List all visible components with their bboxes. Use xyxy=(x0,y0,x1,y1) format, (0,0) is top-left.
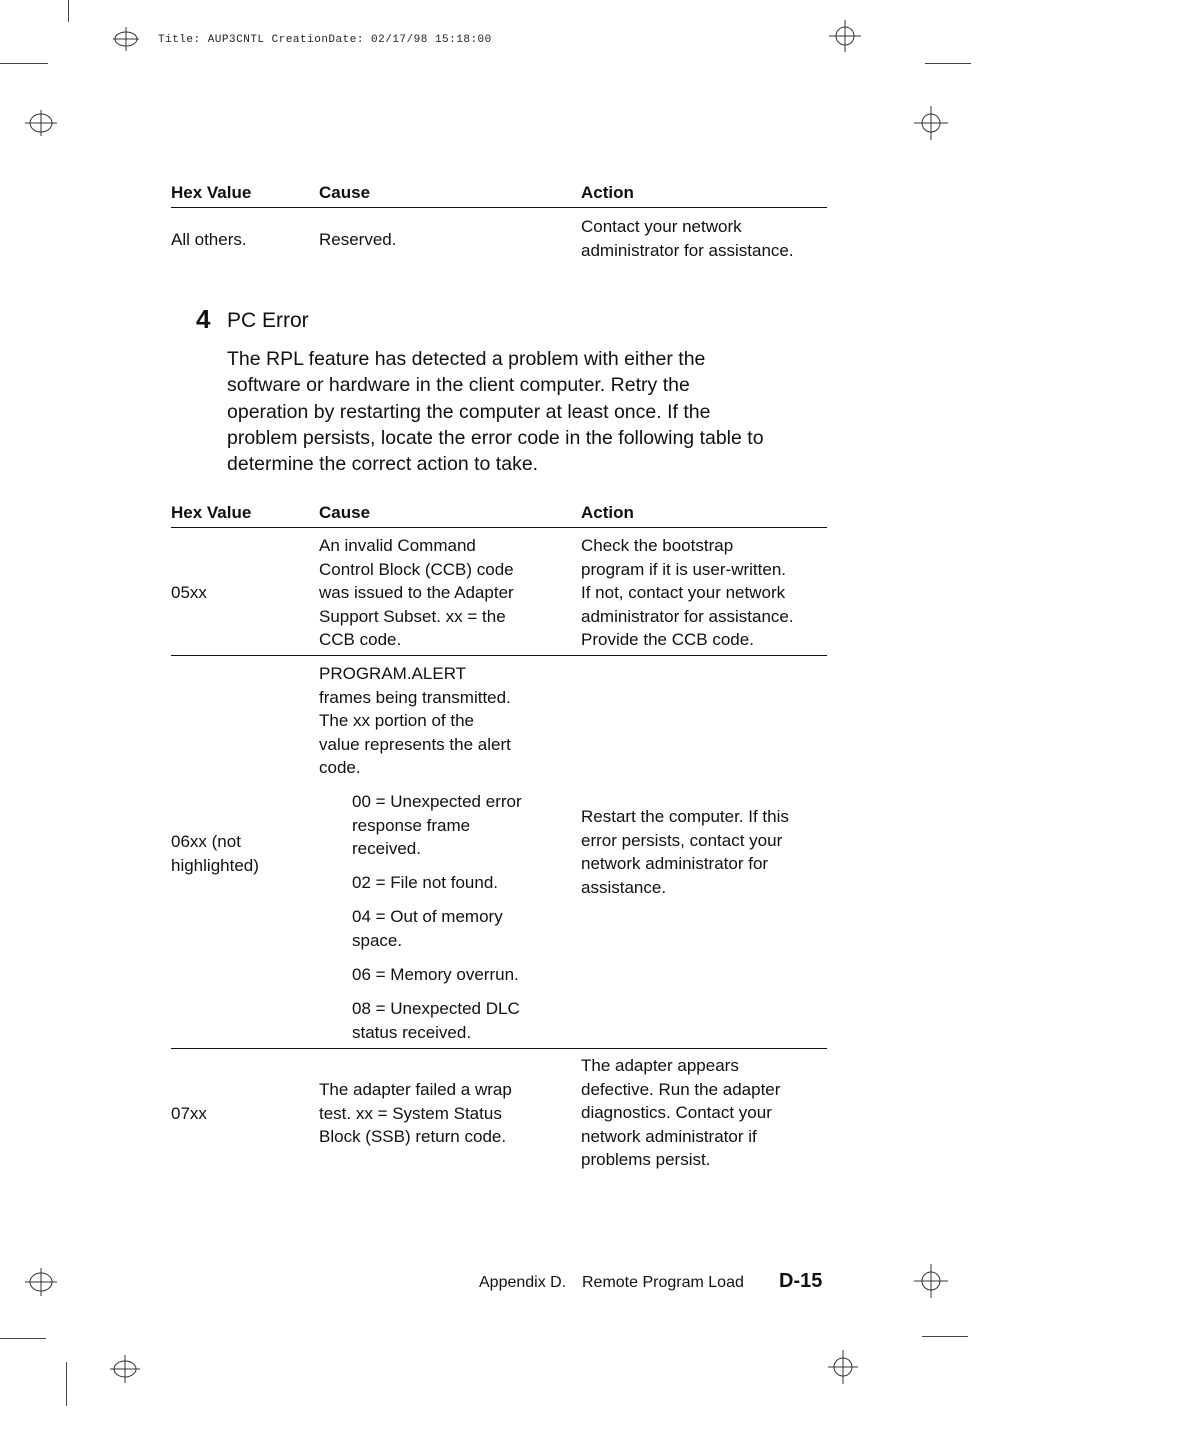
section-title: PC Error xyxy=(227,309,309,332)
registration-mark-icon xyxy=(113,27,139,51)
table-row-rule xyxy=(171,655,827,656)
alert-code-04: 04 = Out of memory space. xyxy=(352,907,503,950)
print-slug: Title: AUP3CNTL CreationDate: 02/17/98 15:18:00 xyxy=(158,34,492,46)
crop-mark xyxy=(68,0,69,22)
registration-mark-icon xyxy=(828,1350,858,1384)
registration-mark-icon xyxy=(914,106,948,140)
footer-title: Remote Program Load xyxy=(582,1274,744,1291)
table-header-action: Action xyxy=(581,183,634,202)
section-paragraph: The RPL feature has detected a problem with either the software or hardware in the client computer. Retry the operation by restarting the computer at least once. If the problem persists, locate the error code in the following table to determine the correct action to take. xyxy=(227,348,764,476)
registration-mark-icon xyxy=(25,1268,57,1296)
table-row-rule xyxy=(171,1048,827,1049)
table-cell-hex: 06xx (not highlighted) xyxy=(171,832,259,875)
table-cell-action: Check the bootstrap program if it is user-written. If not, contact your network administrator for assistance. Provide the CCB code. xyxy=(581,536,794,650)
registration-mark-icon xyxy=(110,1355,140,1383)
crop-mark xyxy=(922,1336,968,1337)
table-cell-cause: An invalid Command Control Block (CCB) code was issued to the Adapter Support Subset. xx = the CCB code. xyxy=(319,536,514,650)
table-header-hex: Hex Value xyxy=(171,503,252,522)
table-header-cause: Cause xyxy=(319,503,371,522)
crop-mark xyxy=(0,1338,46,1339)
table-header-hex: Hex Value xyxy=(171,183,252,202)
registration-mark-icon xyxy=(25,110,57,136)
alert-code-08: 08 = Unexpected DLC status received. xyxy=(352,999,520,1042)
table-cell-cause: Reserved. xyxy=(319,230,397,249)
footer-appendix: Appendix D. xyxy=(479,1274,567,1291)
alert-code-00: 00 = Unexpected error response frame received. xyxy=(352,792,522,859)
crop-mark xyxy=(66,1362,67,1406)
alert-code-02: 02 = File not found. xyxy=(352,873,499,892)
table-cell-cause: PROGRAM.ALERT frames being transmitted. The xx portion of the value represents the alert code. xyxy=(319,664,511,778)
crop-mark xyxy=(925,63,971,64)
table-cell-hex: All others. xyxy=(171,230,247,249)
table-header-action: Action xyxy=(581,503,634,522)
table-cell-hex: 05xx xyxy=(171,583,207,602)
registration-mark-icon xyxy=(829,20,861,52)
section-number: 4 xyxy=(196,304,211,334)
alert-code-06: 06 = Memory overrun. xyxy=(352,965,519,984)
table-cell-cause: The adapter failed a wrap test. xx = System Status Block (SSB) return code. xyxy=(319,1080,512,1147)
table-cell-hex: 07xx xyxy=(171,1104,207,1123)
crop-mark xyxy=(0,63,48,64)
page-number: D-15 xyxy=(779,1270,823,1292)
table-header-cause: Cause xyxy=(319,183,371,202)
table-header-rule xyxy=(171,207,827,208)
table-cell-action: Contact your network administrator for assistance. xyxy=(581,217,794,260)
registration-mark-icon xyxy=(914,1264,948,1298)
table-cell-action: Restart the computer. If this error persists, contact your network administrator for assistance. xyxy=(581,807,789,897)
table-cell-action: The adapter appears defective. Run the adapter diagnostics. Contact your network administrator if problems persist. xyxy=(581,1056,781,1170)
table-header-rule xyxy=(171,527,827,528)
